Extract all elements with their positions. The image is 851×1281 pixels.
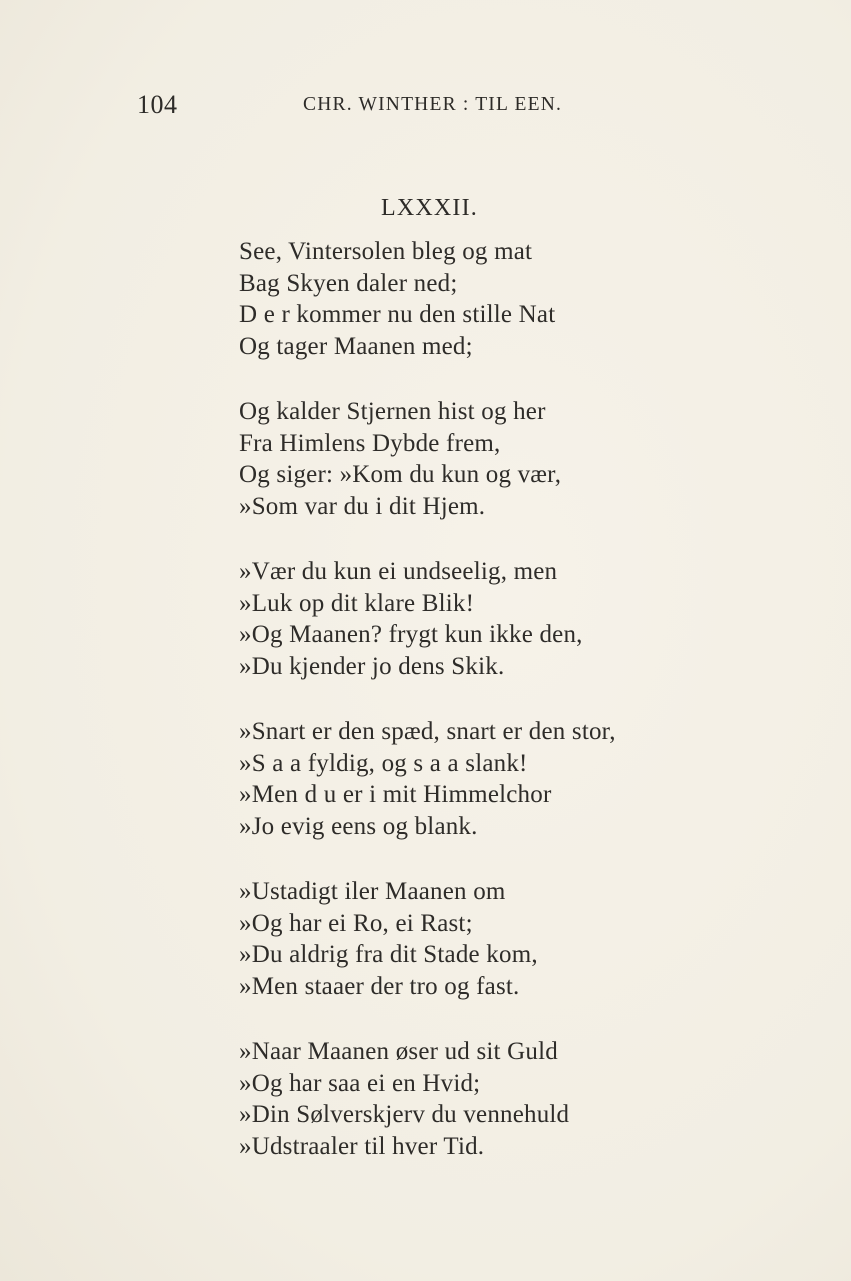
verse-line: »Vær du kun ei undseelig, men: [239, 558, 558, 585]
verse-line: »Du aldrig fra dit Stade kom,: [239, 941, 538, 968]
verse-line: »S a a fyldig, og s a a slank!: [239, 749, 528, 777]
verse-line: »Du kjender jo dens Skik.: [239, 652, 505, 680]
verse-line: Og tager Maanen med;: [239, 332, 473, 360]
verse-line: »Jo evig eens og blank.: [239, 812, 478, 840]
running-head: CHR. WINTHER : TIL EEN.: [303, 94, 563, 115]
stanza: [239, 556, 799, 682]
verse-line: »Din Sølverskjerv du vennehuld: [239, 1101, 570, 1128]
verse-line: »Udstraaler til hver Tid.: [239, 1132, 485, 1160]
poem-title: LXXXII.: [380, 195, 479, 221]
verse-line: Bag Skyen daler ned;: [239, 269, 458, 297]
verse-line: »Naar Maanen øser ud sit Guld: [239, 1038, 558, 1065]
verse-line: »Som var du i dit Hjem.: [239, 492, 486, 520]
stanza: [239, 876, 799, 1002]
page-number: 104: [137, 90, 178, 119]
verse-line: D e r kommer nu den stille Nat: [239, 301, 556, 328]
verse-line: Og kalder Stjernen hist og her: [239, 398, 546, 425]
stanza: [239, 396, 799, 522]
stanza: [239, 716, 799, 842]
page-header: [0, 88, 851, 122]
verse-line: »Og har saa ei en Hvid;: [239, 1069, 481, 1097]
verse-line: »Men d u er i mit Himmelchor: [239, 781, 552, 808]
verse-line: »Snart er den spæd, snart er den stor,: [239, 718, 616, 745]
stanza: [239, 236, 799, 362]
verse-line: »Og har ei Ro, ei Rast;: [239, 909, 473, 937]
verse-line: Fra Himlens Dybde frem,: [239, 429, 501, 457]
verse-line: See, Vintersolen bleg og mat: [239, 238, 533, 265]
verse-line: »Men staaer der tro og fast.: [239, 972, 520, 1000]
poem-body: [239, 236, 799, 1196]
verse-line: »Ustadigt iler Maanen om: [239, 878, 506, 905]
verse-line: »Og Maanen? frygt kun ikke den,: [239, 621, 583, 648]
verse-line: Og siger: »Kom du kun og vær,: [239, 461, 562, 488]
stanza: [239, 1036, 799, 1162]
verse-line: »Luk op dit klare Blik!: [239, 589, 475, 617]
